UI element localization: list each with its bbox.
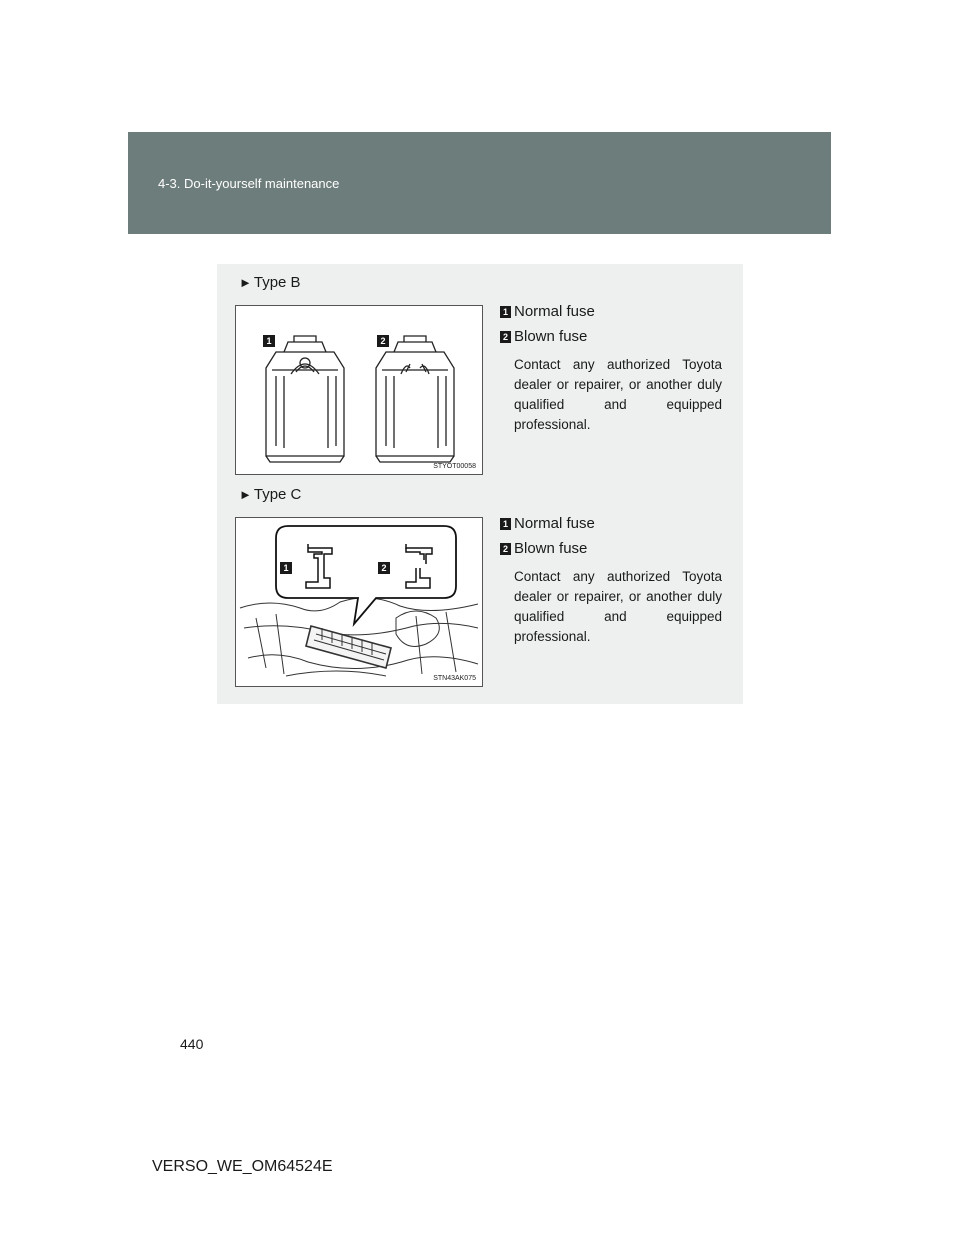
number-badge: 1: [500, 306, 511, 318]
triangle-right-icon: ►: [239, 487, 252, 502]
legend-item: [500, 299, 722, 324]
legend-item: [500, 324, 722, 349]
callout-1: 1: [280, 562, 292, 574]
service-note: Contact any authorized Toyota dealer or repairer, or another duly qualified and equipped professional.: [514, 357, 722, 432]
service-note: Contact any authorized Toyota dealer or repairer, or another duly qualified and equipped professional.: [514, 569, 722, 644]
figure-code: STN43AK075: [433, 675, 476, 682]
type-c-label: ► Type C: [239, 486, 302, 503]
legend-label: Normal fuse: [514, 303, 595, 320]
callout-1: 1: [263, 335, 275, 347]
figure-code: STYOT00058: [433, 463, 476, 470]
legend-label: Blown fuse: [514, 540, 588, 557]
type-c-fuse-illustration: [235, 517, 483, 687]
content-panel: [217, 264, 743, 704]
document-code: VERSO_WE_OM64524E: [152, 1158, 333, 1175]
type-c-legend: [500, 511, 722, 647]
callout-2: 2: [378, 562, 390, 574]
type-b-fuse-illustration: [235, 305, 483, 475]
legend-item: [500, 511, 722, 536]
callout-2: 2: [377, 335, 389, 347]
page-number: 440: [180, 1036, 204, 1052]
type-b-label: ► Type B: [239, 274, 301, 291]
number-badge: 2: [500, 543, 511, 555]
legend-item: [500, 536, 722, 561]
legend-label: Normal fuse: [514, 515, 595, 532]
triangle-right-icon: ►: [239, 275, 252, 290]
section-title: 4-3. Do-it-yourself maintenance: [158, 176, 340, 191]
number-badge: 1: [500, 518, 511, 530]
page-header: [128, 132, 831, 234]
number-badge: 2: [500, 331, 511, 343]
type-b-legend: [500, 299, 722, 435]
legend-label: Blown fuse: [514, 328, 588, 345]
